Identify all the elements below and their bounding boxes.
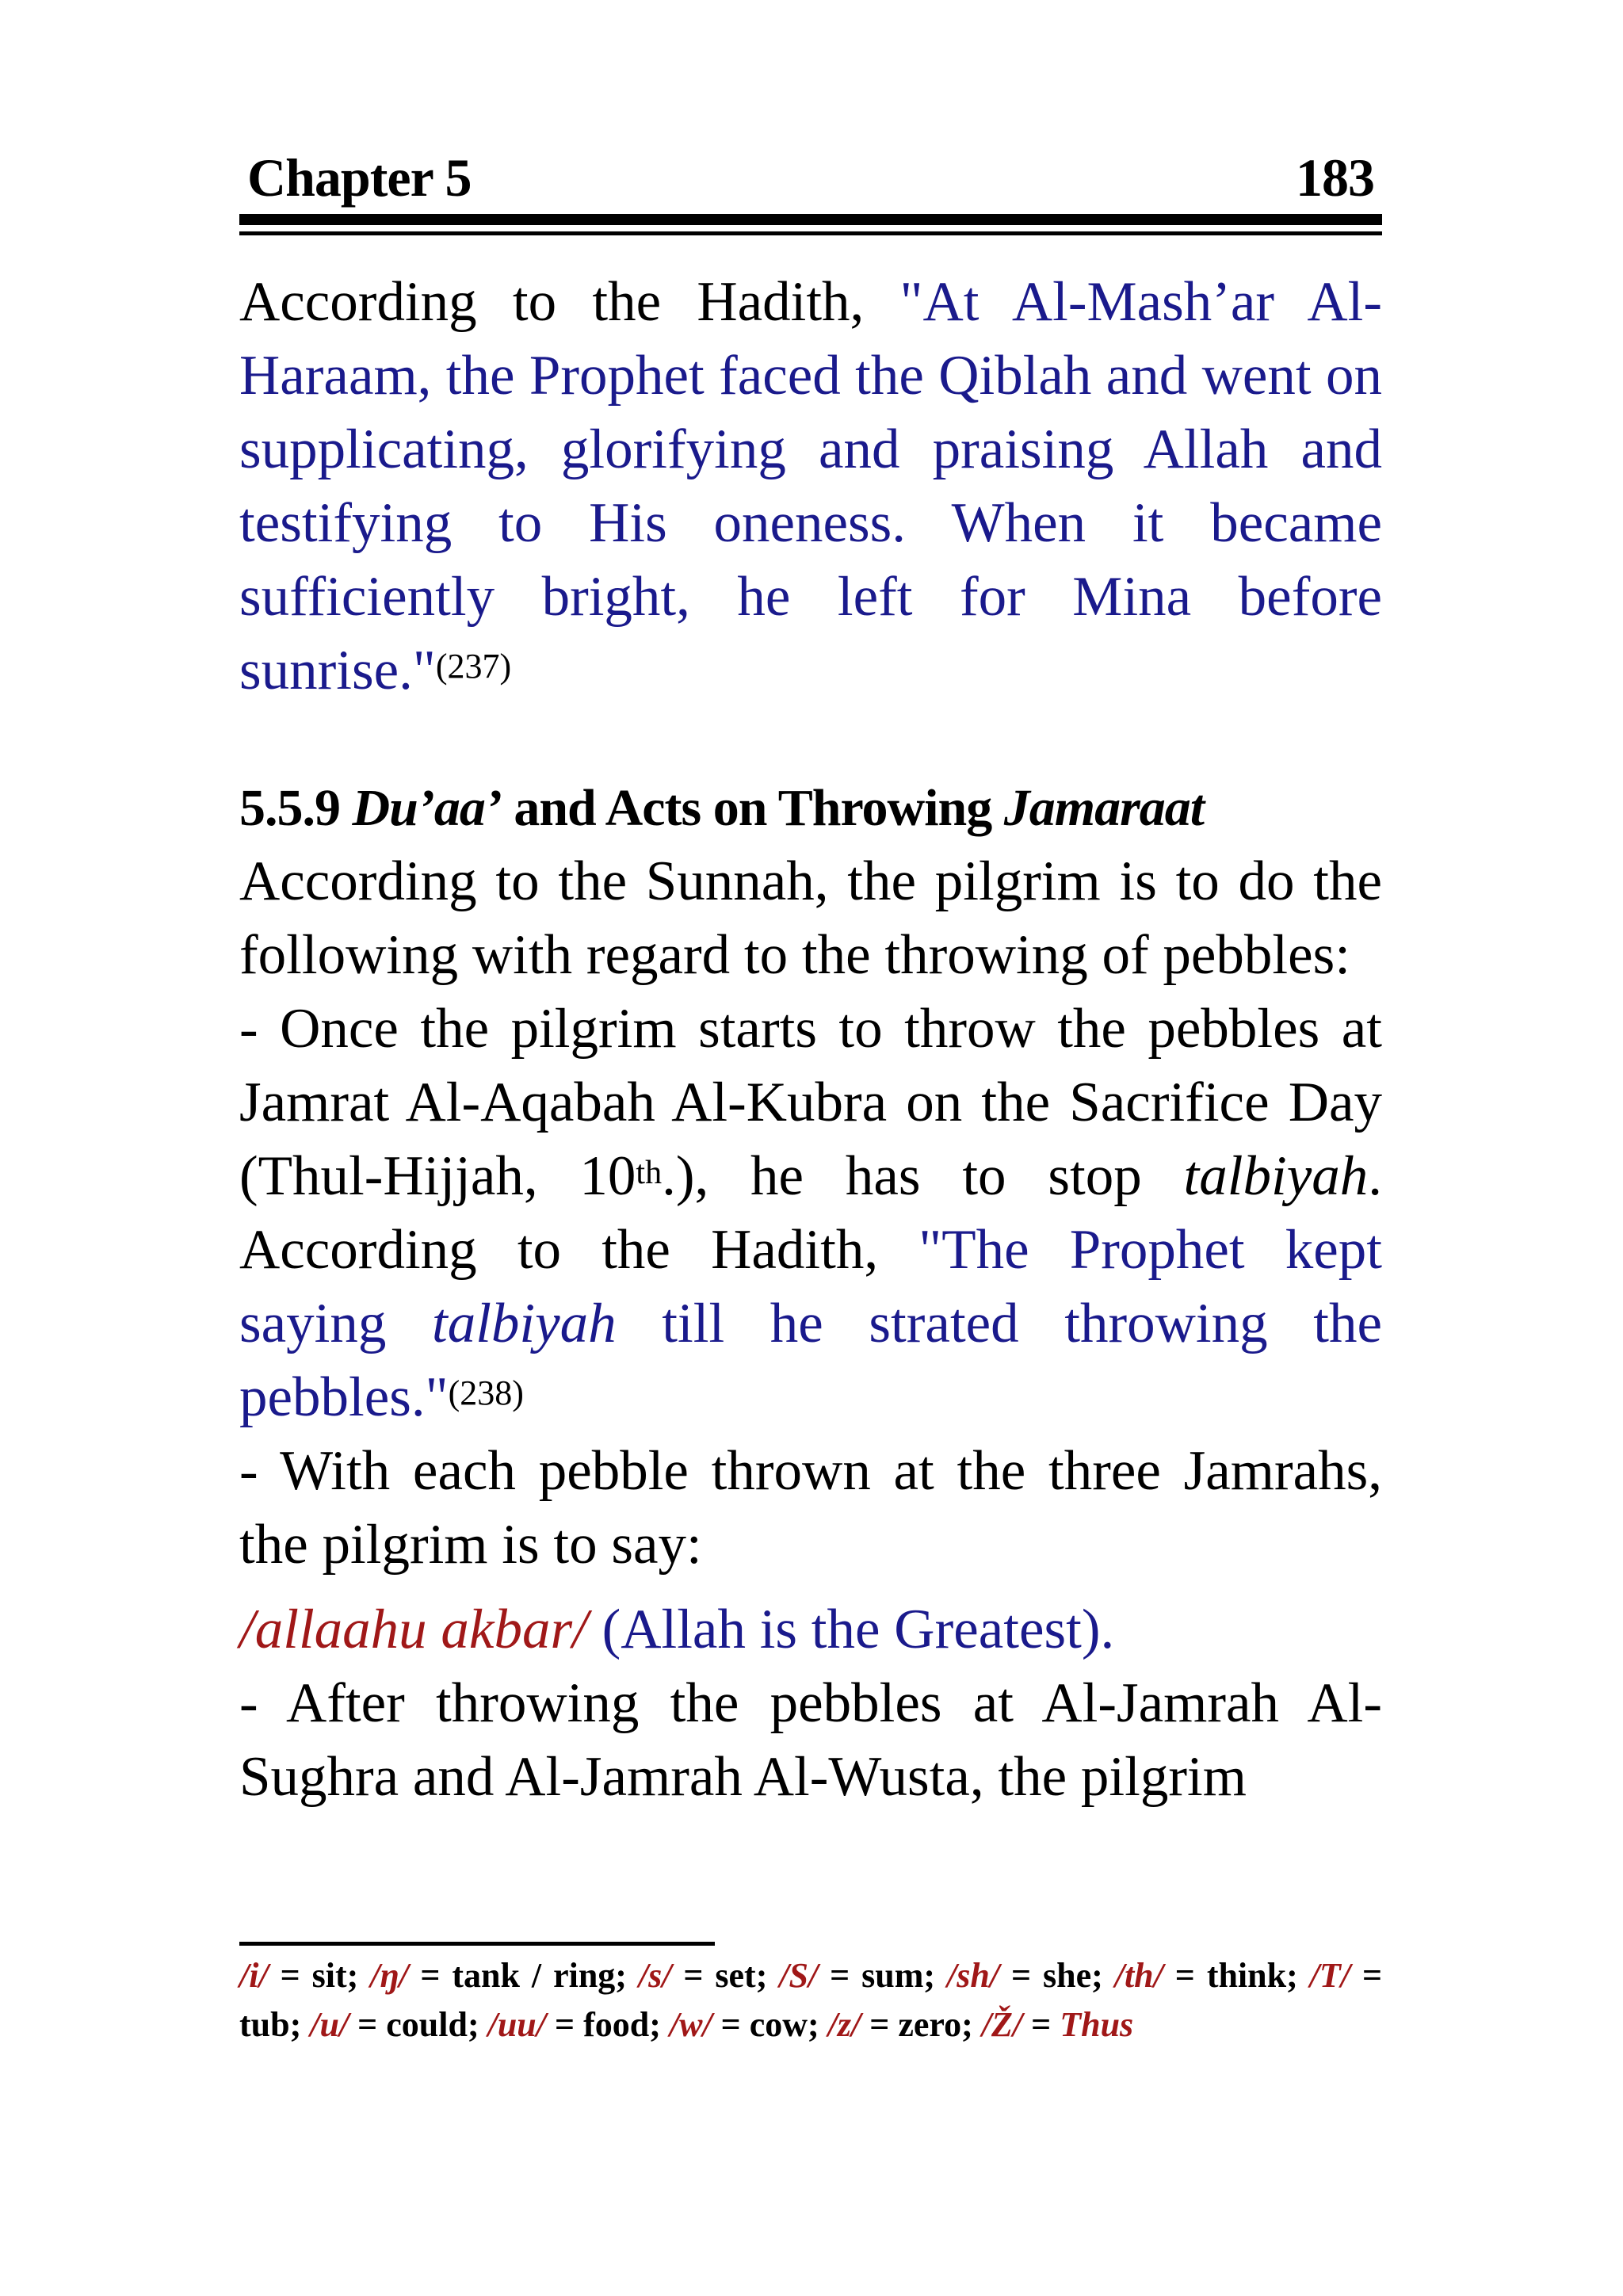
- running-header: [239, 146, 1382, 209]
- key-word: zero: [898, 2005, 962, 2044]
- key-word: sit: [311, 1956, 347, 1995]
- heading-middle: and Acts on Throwing: [501, 779, 1004, 837]
- sunnah-paragraph: According to the Sunnah, the pilgrim is to do the following with regard to the throwing of pebbles:: [239, 850, 1382, 986]
- key-word: Thus: [1060, 2005, 1134, 2044]
- key-symbol: /uu/: [487, 2005, 546, 2044]
- section-number: 5.5.9: [239, 779, 353, 837]
- key-word: tank / ring: [452, 1956, 616, 1995]
- header-rule-thin: [239, 231, 1382, 235]
- key-entry: /z/ = zero;: [827, 2005, 982, 2044]
- footnote-rule: [239, 1942, 715, 1946]
- key-entry: /i/ = sit;: [239, 1956, 371, 1995]
- transliteration-line: [239, 1593, 1382, 1667]
- key-entry: /S/ = sum;: [779, 1956, 948, 1995]
- page-number: 183: [1296, 147, 1374, 208]
- key-word: she: [1043, 1956, 1092, 1995]
- key-symbol: /T/: [1309, 1956, 1351, 1995]
- transliteration-key: [239, 1951, 1382, 2050]
- key-word: food: [583, 2005, 650, 2044]
- key-symbol: /Ž/: [981, 2005, 1023, 2044]
- key-entry: /sh/ = she;: [947, 1956, 1115, 1995]
- after-throwing-paragraph: - After throwing the pebbles at Al-Jamrah Al-Sughra and Al-Jamrah Al-Wusta, the pilgrim: [239, 1672, 1382, 1808]
- key-symbol: /u/: [310, 2005, 349, 2044]
- key-entry: /T/ = tub;: [239, 1956, 1383, 2044]
- key-symbol: /w/: [669, 2005, 712, 2044]
- quote-part-2: till he strated throwing the pebbles.": [239, 1293, 1383, 1428]
- section-heading: [239, 771, 1382, 845]
- key-entry: /u/ = could;: [310, 2005, 488, 2044]
- talbiyah-text-3: . According to the Hadith,: [239, 1145, 1382, 1281]
- quote-italic: talbiyah: [431, 1293, 617, 1354]
- key-entry: /ŋ/ = tank / ring;: [370, 1956, 639, 1995]
- pebble-paragraph: - With each pebble thrown at the three Jamrahs, the pilgrim is to say:: [239, 1440, 1382, 1576]
- talbiyah-italic: talbiyah: [1183, 1145, 1369, 1207]
- key-word: tub: [239, 2005, 290, 2044]
- key-entry: /s/ = set;: [638, 1956, 780, 1995]
- key-symbol: /s/: [638, 1956, 672, 1995]
- key-symbol: /z/: [827, 2005, 861, 2044]
- key-word: think: [1206, 1956, 1287, 1995]
- transliteration-arabic: /allaahu akbar/: [239, 1599, 588, 1660]
- paragraph-lead: According to the Hadith,: [239, 271, 900, 333]
- header-rule-thick: [239, 214, 1382, 225]
- ordinal-superscript: th: [636, 1155, 663, 1191]
- key-symbol: /ŋ/: [370, 1956, 409, 1995]
- key-symbol: /S/: [779, 1956, 819, 1995]
- transliteration-meaning: (Allah is the Greatest).: [587, 1599, 1115, 1660]
- key-entry: /uu/ = food;: [487, 2005, 670, 2044]
- key-entry: /Ž/ = Thus: [981, 2005, 1134, 2044]
- key-word: set: [715, 1956, 756, 1995]
- heading-italic-jamaraat: Jamaraat: [1003, 779, 1205, 837]
- talbiyah-text-2: .), he has to stop: [662, 1145, 1184, 1207]
- key-symbol: /th/: [1114, 1956, 1163, 1995]
- key-entry: /w/ = cow;: [669, 2005, 828, 2044]
- hadith-paragraph: [239, 266, 1382, 708]
- page-body: [239, 266, 1382, 1814]
- key-symbol: /i/: [239, 1956, 269, 1995]
- key-entry: /th/ = think;: [1114, 1956, 1310, 1995]
- footnote-reference: (237): [435, 647, 512, 686]
- key-word: could: [386, 2005, 468, 2044]
- key-word: cow: [749, 2005, 808, 2044]
- quote-part-1: "The Prophet kept saying: [239, 1219, 1382, 1354]
- footnote-reference-2: (238): [448, 1373, 524, 1412]
- talbiyah-text-1: - Once the pilgrim starts to throw the pebbles at Jamrat Al-Aqabah Al-Kubra on the Sacrifice Day (Thul-Hijjah, 10: [239, 998, 1382, 1207]
- hadith-quote: "At Al-Mash’ar Al-Haraam, the Prophet faced the Qiblah and went on supplicating, glorifying and praising Allah and testifying to His oneness. When it became sufficiently bright, he left for Mina before sunrise.": [239, 271, 1382, 701]
- heading-italic-duaa: Du’aa’: [352, 779, 502, 837]
- chapter-title: Chapter 5: [247, 147, 472, 208]
- talbiyah-paragraph: [239, 992, 1382, 1435]
- key-word: sum: [861, 1956, 924, 1995]
- key-symbol: /sh/: [947, 1956, 1000, 1995]
